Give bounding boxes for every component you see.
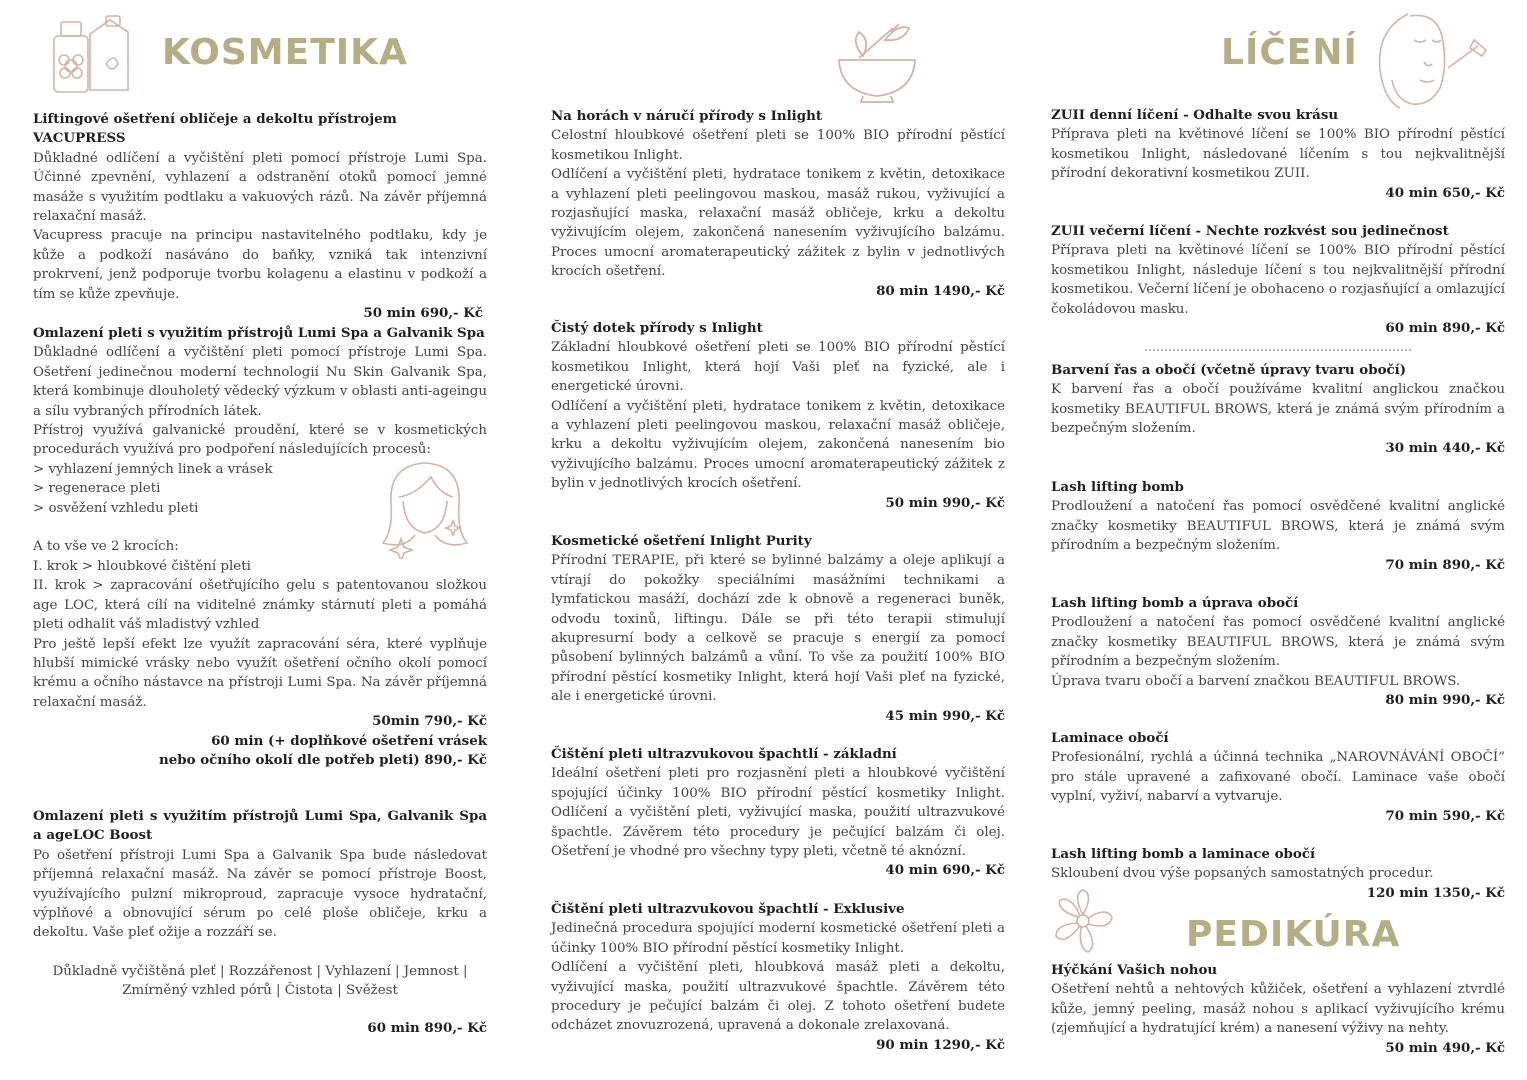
service-item (33, 324, 487, 770)
service-description: Úprava tvaru obočí a barvení značkou BEAUTIFUL BROWS. (1051, 673, 1461, 689)
service-description: Po ošetření přístroji Lumi Spa a Galvanik Spa bude následovat příjemná relaxační masáž. Na závěr se pomocí přístroje Boost, využívajícího pulzní mikroproud, zapracuje vysoce hydratační, výplňové a obnovující sérum po celé ploše obličeje, krku a dekoltu. Vaše pleť ožije a rozzáří se. (33, 847, 487, 941)
service-price: 80 min 1490,- Kč (876, 282, 1005, 299)
service-bullet: > osvěžení vzhledu pleti (33, 500, 199, 516)
service-price: 50 min 990,- Kč (885, 494, 1005, 511)
service-title: ZUII večerní líčení - Nechte rozkvést sou jedinečnost (1051, 223, 1449, 239)
service-price: 60 min 890,- Kč (367, 1020, 487, 1036)
service-title: Laminace obočí (1051, 730, 1169, 746)
service-step: I. krok > hloubkové čištění pleti (33, 558, 251, 574)
service-description: Odlíčení a vyčištění pleti, hydratace tonikem z květin, detoxikace a vyhlazení pleti peelingovou maskou, masáž rukou, vyživující a rozjasňující maska, relaxační masáž obličeje, krku a dekoltu vyživujícím olejem, zakončená nanesením vyživujícího balzámu. Proces umocní aromaterapeutický zážitek z bylin v jednotlivých krocích ošetření. (551, 167, 1005, 280)
service-price: 50 min 690,- Kč (363, 305, 483, 322)
service-description: Přístroj využívá galvanické proudění, které se v kosmetických procedurách využívá pro podpoření následujících procesů: (33, 423, 487, 458)
heading-kosmetika: KOSMETIKA (162, 32, 408, 73)
service-price: 40 min 650,- Kč (1385, 184, 1505, 201)
heading-liceni: LÍČENÍ (1221, 32, 1358, 73)
service-description: Vacupress pracuje na principu nastavitelného podtlaku, kdy je kůže a podkoží nasáváno do baňky, vzniká tak intenzivní prokrvení, jenž podporuje tvorbu kolagenu a elastinu v podkoží a tím se kůže zpevňuje. (33, 228, 487, 302)
spacer (33, 518, 487, 537)
service-description: Odlíčení a vyčištění pleti, hloubková masáž pleti a dekoltu, vyživující maska, použití ultrazvukové špachtle. Závěrem této procedury je pečující balzám či olej. Z tohoto ošetření budete odcházet znovuzrozená, upravená a dokonale zrelaxovaná. (551, 960, 1005, 1034)
service-item (1051, 594, 1505, 710)
service-description: Jedinečná procedura spojující moderní kosmetické ošetření pleti a účinky 100% BIO přírodní pěstící kosmetiky Inlight. (551, 921, 1005, 956)
service-description: A to vše ve 2 krocích: (33, 539, 179, 555)
service-bullet: > regenerace pleti (33, 481, 161, 497)
service-description: Základní hloubkové ošetření pleti se 100% BIO přírodní pěstící kosmetikou Inlight, která hojí Vaši pleť na fyzické, ale i energetické úrovni. (551, 340, 1005, 395)
mortar-pestle-icon (833, 20, 921, 104)
service-title: Čištění pleti ultrazvukovou špachtlí - Exklusive (551, 901, 905, 917)
service-title: Na horách v náručí přírody s Inlight (551, 108, 823, 124)
service-description: Ošetření nehtů a nehtových kůžiček, ošetření a vyhlazení ztvrdlé kůže, jemný peeling, masáž nohou s aplikací vyživujícího krému (zjemňující a hydratující krém) a nanesení výživy na nehty. (1051, 982, 1505, 1037)
service-description: Ideální ošetření pleti pro rozjasnění pleti a hloubkové vyčištění spojující účinky 100% BIO přírodní pěstící kosmetiky Inlight. Odlíčení a vyčištění pleti, vyživující maska, použití ultrazvukové špachtle. Závěrem této procedury je pečující balzám či olej. Ošetření je vhodné pro všechny typy pleti, včetně té aknózní. (551, 766, 1005, 860)
benefits-line (43, 962, 477, 1001)
face-makeup-icon (1370, 10, 1488, 110)
service-item (551, 900, 1005, 1055)
cosmetics-bottles-icon (48, 14, 150, 96)
service-item (551, 107, 1005, 301)
service-description: Příprava pleti na květinové líčení se 100% BIO přírodní pěstící kosmetikou Inlight, následuje líčení s tou nejkvalitnější přírodní kosmetikou. Večerní líčení je obohaceno o rozjasňující a omlazující čokoládovou masku. (1051, 243, 1505, 317)
service-description: Prodloužení a natočení řas pomocí osvědčené kvalitní anglické značky kosmetiky BEAUTIFUL BROWS, která je známá svým přírodním a bezpečným složením. (1051, 499, 1505, 554)
service-price: 80 min 990,- Kč (1385, 692, 1505, 709)
service-item (551, 319, 1005, 513)
service-item (1051, 961, 1505, 1058)
service-price: 120 min 1350,- Kč (1366, 884, 1505, 901)
service-item (33, 1019, 487, 1038)
service-description: Odlíčení a vyčištění pleti, hydratace tonikem z květin, detoxikace a vyhlazení pleti peelingovou maskou, relaxační masáž obličeje, krku a dekoltu vyživujícím olejem, zakončená nanesením bio vyživujícího balzámu. Proces umocní aromaterapeutický zážitek z bylin v jednotlivých krocích ošetření. (551, 398, 1005, 492)
service-title: Omlazení pleti s využitím přístrojů Lumi Spa, Galvanik Spa a ageLOC Boost (33, 808, 487, 844)
service-title: Lash lifting bomb a úprava obočí (1051, 595, 1299, 611)
service-price: 60 min 890,- Kč (1385, 320, 1505, 337)
service-description: Důkladné odlíčení a vyčištění pleti pomocí přístroje Lumi Spa. Účinné zpevnění, vyhlazení a odstranění otoků pomocí jemné masáže s využitím podtlaku a vakuových rázů. Na závěr příjemná relaxační masáž. (33, 150, 487, 225)
service-title: Kosmetické ošetření Inlight Purity (551, 533, 812, 549)
service-item (1051, 361, 1505, 458)
service-description: Přírodní TERAPIE, při které se bylinné balzámy a oleje aplikují a vtírají do pokožky speciálními masážními technikami a lymfatickou masáží, dochází zde k obnově a regeneraci buněk, odvodu toxinů, liftingu. Dále se při této terapii stimulují akupresurní body a celkově se pracuje s energií za pomocí působení bylinných balzámů a vůní. To vše za použití 100% BIO přírodní pěstící kosmetiky Inlight, která hojí Vaši pleť na fyzické, ale i energetické úrovni. (551, 553, 1005, 705)
service-description: Skloubení dvou výše popsaných samostatných procedur. (1051, 866, 1434, 882)
service-price: 40 min 690,- Kč (885, 862, 1005, 879)
service-title: Čištění pleti ultrazvukovou špachtlí - základní (551, 746, 897, 762)
service-price: 70 min 590,- Kč (1385, 807, 1505, 824)
service-item (1051, 106, 1505, 203)
service-title: Lash lifting bomb (1051, 479, 1184, 495)
service-title: Liftingové ošetření obličeje a dekoltu přístrojem VACUPRESS (33, 111, 397, 147)
service-title: Omlazení pleti s využitím přístrojů Lumi Spa a Galvanik Spa (33, 325, 485, 341)
service-step: II. krok > zapracování ošetřujícího gelu s patentovanou složkou age LOC, která cílí na viditelné známky stárnutí pleti a pomáhá pleti odhalit váš mladistvý vzhled (33, 578, 487, 633)
service-description: K barvení řas a obočí používáme kvalitní anglickou značkou kosmetiky BEAUTIFUL BROWS, která je známá svým přírodním a bezpečným složením. (1051, 382, 1505, 437)
service-price: 45 min 990,- Kč (885, 707, 1005, 724)
service-price: 30 min 440,- Kč (1385, 439, 1505, 456)
service-title: Hýčkání Vašich nohou (1051, 962, 1218, 978)
service-item (551, 532, 1005, 726)
service-description: Příprava pleti na květinové líčení se 100% BIO přírodní pěstící kosmetikou Inlight, následované líčením s tou nejkvalitnější přírodní dekorativní kosmetikou ZUII. (1051, 127, 1505, 182)
benefits-text: Důkladně vyčištěná pleť | Rozzářenost | Vyhlazení | Jemnost | Zmírněný vzhled pórů | Čistota | Svěžest (52, 964, 468, 999)
service-title: ZUII denní líčení - Odhalte svou krásu (1051, 107, 1339, 123)
service-price: nebo očního okolí dle potřeb pleti) 890,- Kč (159, 751, 487, 768)
service-item (33, 807, 487, 943)
service-item (1051, 729, 1505, 826)
service-bullet: > vyhlazení jemných linek a vrásek (33, 461, 273, 477)
service-item (1051, 478, 1505, 575)
service-price: 50 min 490,- Kč (1385, 1039, 1505, 1056)
service-title: Čistý dotek přírody s Inlight (551, 320, 763, 336)
service-description: Důkladné odlíčení a vyčištění pleti pomocí přístroje Lumi Spa. Ošetření jedinečnou moderní technologií Nu Skin Galvanik Spa, která kombinuje dlouholetý vědecký výzkum v oblasti anti-ageingu a sílu vybraných přírodních látek. (33, 345, 487, 419)
service-price: 50min 790,- Kč (372, 713, 487, 730)
service-price: 60 min (+ doplňkové ošetření vrásek (211, 732, 487, 749)
dotted-divider (1145, 349, 1411, 351)
service-description: Pro ještě lepší efekt lze využít zapracování séra, které vyplňuje hlubší mimické vrásky nebo využít ošetření očního okolí pomocí krému a očního nástavce na přístroji Lumi Spa. Na závěr příjemná relaxační masáž. (33, 636, 487, 710)
service-item (1051, 222, 1505, 338)
service-item (33, 110, 487, 323)
service-description: Profesionální, rychlá a účinná technika „NAROVNÁVÁNÍ OBOČÍ“ pro stále upravené a zafixované obočí. Laminace vaše obočí vyplní, vyživí, nabarví a vytvaruje. (1051, 750, 1505, 805)
service-price: 90 min 1290,- Kč (876, 1036, 1005, 1053)
service-title: Lash lifting bomb a laminace obočí (1051, 846, 1316, 862)
service-description: Prodloužení a natočení řas pomocí osvědčené kvalitní anglické značky kosmetiky BEAUTIFUL BROWS, která je známá svým přírodním a bezpečným složením. (1051, 615, 1505, 670)
service-price: 70 min 890,- Kč (1385, 556, 1505, 573)
service-title: Barvení řas a obočí (včetně úpravy tvaru obočí) (1051, 362, 1407, 378)
service-item (551, 745, 1005, 881)
service-description: Celostní hloubkové ošetření pleti se 100% BIO přírodní pěstící kosmetikou Inlight. (551, 128, 1005, 163)
heading-pedikura: PEDIKÚRA (1186, 914, 1401, 955)
service-item (1051, 845, 1505, 903)
